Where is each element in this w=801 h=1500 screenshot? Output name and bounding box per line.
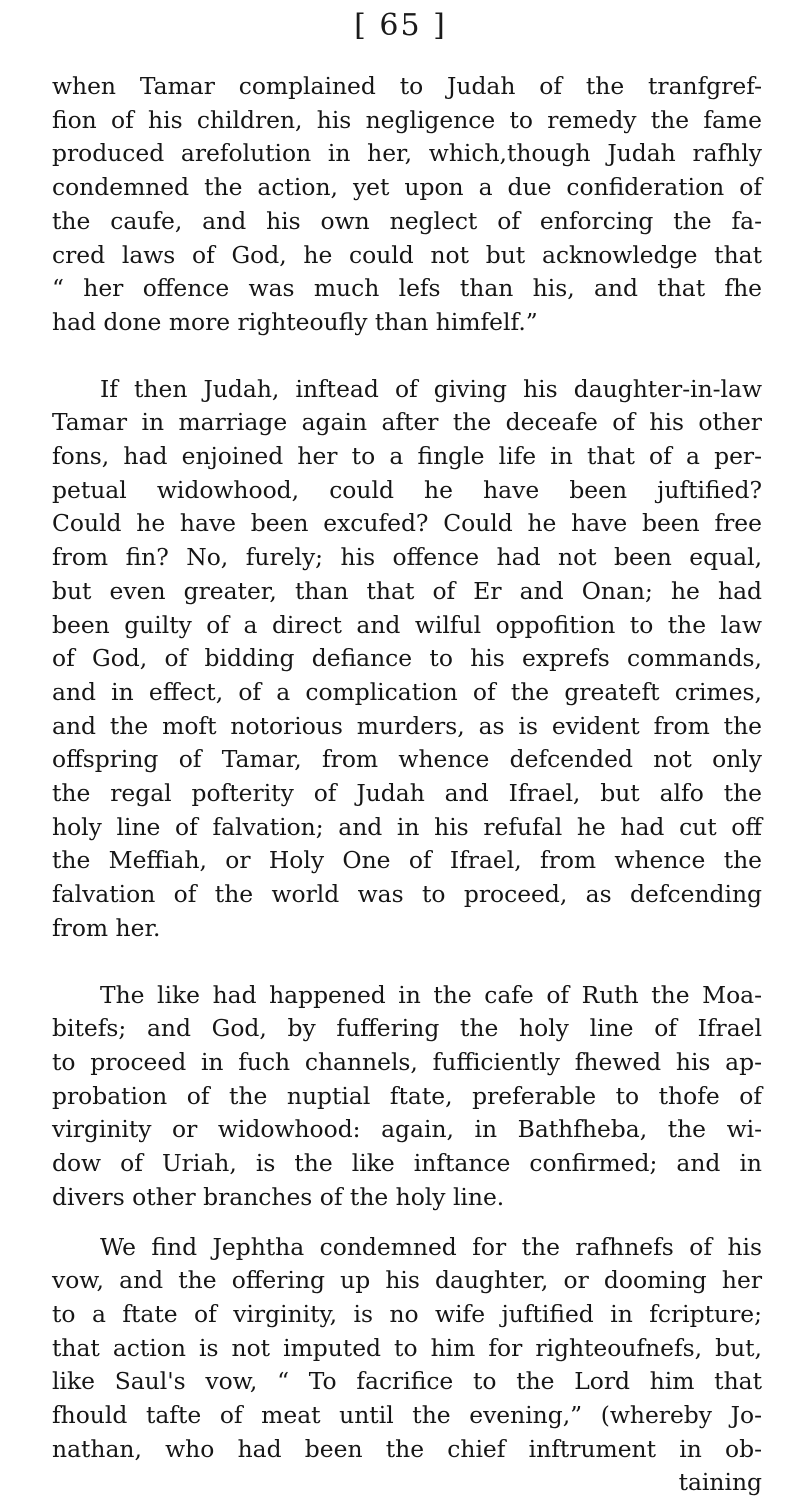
text-line: offspring of Tamar, from whence defcended not only [52, 745, 762, 774]
text-line: of God, of bidding defiance to his exprefs commands, [52, 644, 762, 673]
text-line: fion of his children, his negligence to remedy the fame [52, 105, 762, 134]
text-line: the regal pofterity of Judah and Ifrael, but alfo the [52, 779, 762, 808]
text-line: to proceed in fuch channels, fufficiently fhewed his ap- [52, 1047, 762, 1076]
text-line: the caufe, and his own neglect of enforcing the fa- [52, 206, 762, 235]
text-line: bitefs; and God, by fuffering the holy line of Ifrael [52, 1014, 762, 1043]
text-line: fons, had enjoined her to a fingle life in that of a per- [52, 442, 762, 471]
text-line: from her. [52, 913, 161, 942]
text-line: We find Jephtha condemned for the rafhnefs of his [100, 1232, 762, 1261]
text-line: had done more righteoufly than himfelf.” [52, 307, 538, 336]
text-line: been guilty of a direct and wilful oppofition to the law [52, 610, 762, 639]
text-line: The like had happened in the cafe of Ruth the Moa- [100, 980, 762, 1009]
text-line: probation of the nuptial ftate, preferable to thofe of [52, 1081, 762, 1110]
text-line: Tamar in marriage again after the deceafe of his other [52, 408, 762, 437]
text-line: but even greater, than that of Er and Onan; he had [52, 576, 762, 605]
text-line: If then Judah, inftead of giving his daughter-in-law [100, 374, 762, 403]
text-line: nathan, who had been the chief inftrument in ob- [52, 1434, 762, 1463]
text-line: vow, and the offering up his daughter, or dooming her [52, 1266, 762, 1295]
text-line: the Meffiah, or Holy One of Ifrael, from whence the [52, 846, 762, 875]
catchword: taining [678, 1468, 762, 1497]
text-line: cred laws of God, he could not but acknowledge that [52, 240, 762, 269]
text-line: when Tamar complained to Judah of the tranfgref- [52, 72, 762, 100]
text-line: and in effect, of a complication of the greateft crimes, [52, 677, 762, 706]
text-line: to a ftate of virginity, is no wife juftified in fcripture; [52, 1299, 762, 1328]
text-line: produced arefolution in her, which,though Judah rafhly [52, 139, 762, 168]
text-line: virginity or widowhood: again, in Bathfheba, the wi- [52, 1115, 762, 1144]
text-line: falvation of the world was to proceed, as defcending [52, 880, 762, 909]
paragraph-gap [52, 340, 762, 373]
paragraph-gap [52, 946, 762, 979]
text-line: “ her offence was much lefs than his, and that fhe [52, 274, 762, 303]
text-line: condemned the action, yet upon a due confideration of [52, 173, 762, 202]
text-line: that action is not imputed to him for righteoufnefs, but, [52, 1333, 762, 1362]
page-number: [ 65 ] [354, 8, 447, 43]
text-line: and the moft notorious murders, as is evident from the [52, 711, 762, 740]
paragraph-1 [52, 70, 762, 340]
text-line: divers other branches of the holy line. [52, 1182, 505, 1211]
text-line: dow of Uriah, is the like inftance confirmed; and in [52, 1149, 762, 1178]
paragraph-gap [52, 1215, 762, 1231]
text-line: Could he have been excufed? Could he have been free [52, 509, 762, 538]
paragraph-3 [52, 979, 762, 1215]
paragraph-4 [52, 1231, 762, 1467]
text-line: holy line of falvation; and in his refufal he had cut off [52, 812, 762, 841]
paragraph-2 [52, 373, 762, 946]
page-text [52, 70, 762, 1500]
text-line: fhould tafte of meat until the evening,” (whereby Jo- [52, 1401, 762, 1430]
text-line: like Saul's vow, “ To facrifice to the Lord him that [52, 1367, 762, 1396]
text-line: petual widowhood, could he have been juftified? [52, 475, 762, 504]
text-line: from fin? No, furely; his offence had not been equal, [52, 543, 762, 572]
